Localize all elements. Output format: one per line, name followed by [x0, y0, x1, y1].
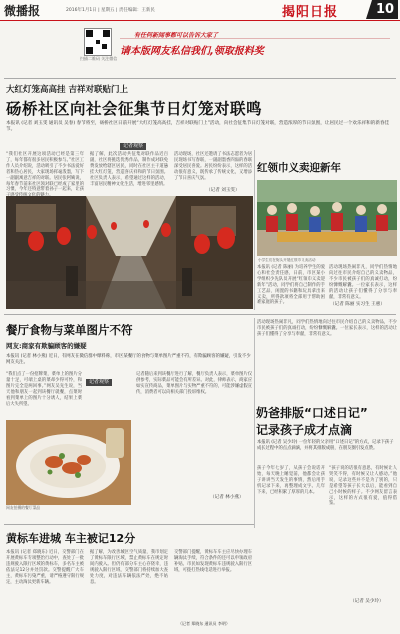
- diary-byline: （记者 吴少玲）: [350, 599, 384, 604]
- food-lead: 本报讯 (记者 林小燕) 近日，有网友在微信群中爆料称，市区某餐厅的食物与菜单图片严重不符，有欺骗顾客的嫌疑，引发不少网友关注。: [6, 354, 251, 365]
- main-lead: 本报讯 (记者 刘玉雯 通讯员 吴春) 春节将至，砀桥社区日前开展“大红灯笼高高挂，吉祥对联贴门上”活动，向社会征集节日灯笼对联，营造浓厚的节日氛围，让居民过一个欢乐祥和的新春佳节。: [6, 121, 390, 132]
- ad-divider: [120, 38, 390, 39]
- divider: [4, 314, 396, 315]
- charity-sale-photo: [257, 180, 397, 256]
- diary-lead: 本报讯 (记者 吴少玲) 一位年轻的父亲用“口述日记”的方式，记录下孩子成长过程中的点点滴滴，并将其排版成册，在朋友圈引发点赞。: [257, 440, 394, 451]
- food-col-2: 记者随后来到该餐厅进行了解，餐厅负责人表示，菜单图片仅供参考，实际菜品可能会有所差异。对此，律师表示，商家应如实宣传商品，菜单图片与实物严重不符的，可能涉嫌虚假宣传，消费者可以向相关部门投诉维权。: [136, 372, 253, 395]
- ad-line-1: 有任何新闻事都可以告诉大家了: [134, 32, 219, 39]
- food-col-1: “我们点了一份招牌菜，菜单上的图片分量十足，可端上桌的菜却少得可怜，和图片完全是两回事。”网友吴先生说，当天他和朋友一起到该餐厅就餐，点菜时看到菜单上的图片十分诱人，结果上菜后大失所望。: [6, 372, 82, 407]
- side-byline: （记者 陈丽 实习生 王惠）: [330, 302, 385, 307]
- column-divider: [254, 318, 255, 528]
- side-continued: 活动现场热闹非凡，同学们热情地向过往市民介绍自己的义卖物品，不少市民被孩子们的真诚打动，纷纷慷慨解囊。一位家长表示，这样的活动让孩子们懂得了分享与奉献，非常有意义。: [257, 320, 397, 337]
- page-header: [0, 0, 400, 21]
- divider: [4, 78, 396, 79]
- side-photo-caption: 小学生们在街头开展红领巾义卖活动: [258, 258, 316, 262]
- diary-headline-1: 奶爸排版“口述日记”: [256, 406, 368, 420]
- qr-code-icon: [84, 28, 112, 56]
- traffic-col-3: 交警部门提醒，黄标车车主应尽快办理车辆淘汰手续，符合条件的还可以申领政府补贴。市民如发现黄标车违规驶入限行区域，可拨打热线电话进行举报。: [174, 550, 252, 573]
- traffic-headline: 黄标车进城 车主被记12分: [6, 532, 136, 545]
- food-section-label: 记者观察: [86, 379, 112, 386]
- lantern-street-illustration: [6, 196, 253, 309]
- column-divider: [254, 150, 255, 310]
- section-title: 微播报: [4, 4, 41, 18]
- side-headline: 红领巾义卖迎新年: [257, 162, 341, 174]
- lantern-street-photo: [6, 196, 253, 309]
- traffic-col-1: 本报讯 (记者 郑晓东) 近日，交警部门在开展黄标车专项整治行动中，查处了一批违规驶入限行区域的黄标车，多名车主被依法记12分并处罚款。交警提醒广大车主，黄标车污染严重，请严格遵守限行规定，主动淘汰更新车辆。: [6, 550, 84, 585]
- main-byline: （记者 刘玉雯）: [206, 188, 240, 193]
- food-photo-caption: 网友拍摄的餐厅菜品: [6, 505, 41, 510]
- main-headline: 砀桥社区向社会征集节日灯笼对联鸣: [6, 100, 263, 118]
- main-col-1: “我们社区开展这项活动已经是第三年了，每年都有很多居民积极参与。”社区工作人员介绍说，活动吸引了不少书法爱好者和热心居民，大家现场挥毫泼墨，写下一副副寓意吉祥的对联。居民张阿姨说，每年春节前来社区领对联已经成了家里的习惯，今年还特意带着孙子一起来，让孩: [6, 152, 84, 193]
- food-headline: 餐厅食物与菜单图片不符: [6, 323, 133, 337]
- traffic-byline: （记者 郑晓东 通讯员 李明）: [178, 621, 230, 626]
- ad-line-2: 请本版网友私信我们,领取报料奖: [120, 46, 264, 57]
- charity-sale-illustration: [257, 180, 397, 256]
- diary-headline-2: 记录孩子成才点滴: [256, 423, 353, 437]
- page-number: 10: [372, 0, 398, 19]
- main-col-3: 活动现场，社区还邀请了书法志愿者为居民现场书写春联，一副副墨香四溢的春联深受居民喜爱。居民纷纷表示，这样的活动很有意义，既传承了传统文化，又增添了节日喜庆气氛。: [174, 152, 252, 181]
- newspaper-brand: 揭阳日报: [282, 5, 339, 20]
- side-col-2: 活动现场热闹非凡，同学们热情地向过往市民介绍自己的义卖物品，不少市民被孩子们的真诚打动，纷纷慷慨解囊。一位家长表示，这样的活动让孩子们懂得了分享与奉献，非常有意义。: [329, 265, 397, 300]
- food-illustration: [6, 420, 131, 505]
- divider: [4, 524, 254, 525]
- diary-col-2: “孩子说的话很有意思，有时候让人哭笑不得，有时候又让人感动。”他说，记录这些并不是为了别的，只是希望等孩子长大以后，能看到自己小时候的样子。不少网友留言表示，这样的方式很有爱，值得借鉴。: [329, 466, 397, 507]
- qr-caption: 扫描二维码 关注微信: [80, 56, 118, 61]
- section-label: 记者观察: [120, 143, 146, 150]
- food-subhead: 网友:商家有欺骗顾客的嫌疑: [6, 342, 87, 350]
- issue-meta: 2016年1月1日 | 星期五 | 责任编辑：王新民: [66, 8, 155, 13]
- traffic-col-2: 据了解，为改善城区空气质量，我市划定了黄标车限行区域，禁止黄标车在规定时间内驶入。但仍有部分车主心存侥幸，违规驶入限行区域，交警部门将持续加大查处力度，对违法车辆依法严处，绝不姑息。: [90, 550, 168, 585]
- side-col-1: 本报讯 (记者 陈丽) 为培养学生的爱心和社会责任感，日前，市区某小学组织少先队员开展“红领巾义卖迎新年”活动，同学们将自己制作的手工艺品、闲置的书籍和玩具拿出来义卖，所得款项将全部用于帮助困难家庭的孩子。: [257, 265, 325, 306]
- food-photo: [6, 420, 131, 505]
- food-byline: （记者 林小燕）: [210, 495, 244, 500]
- diary-col-1: 孩子今年七岁了，从孩子会说话开始，每天晚上睡觉前，他都会让孩子讲讲当天发生的事情，然后用手机记录下来，再整理成文字。几年下来，已经积累了厚厚的几本。: [257, 466, 325, 495]
- main-col-2: 据了解，此次活动共征集对联作品近百副，社区将挑选优秀作品，制作成对联免费发放给辖区居民，同时在社区主干道悬挂大红灯笼，营造喜庆祥和的节日氛围。社区负责人表示，希望通过这样的活动，丰富居民精神文化生活，增进邻里感情。: [90, 152, 168, 187]
- main-kicker: 大红灯笼高高挂 吉祥对联贴门上: [6, 85, 128, 95]
